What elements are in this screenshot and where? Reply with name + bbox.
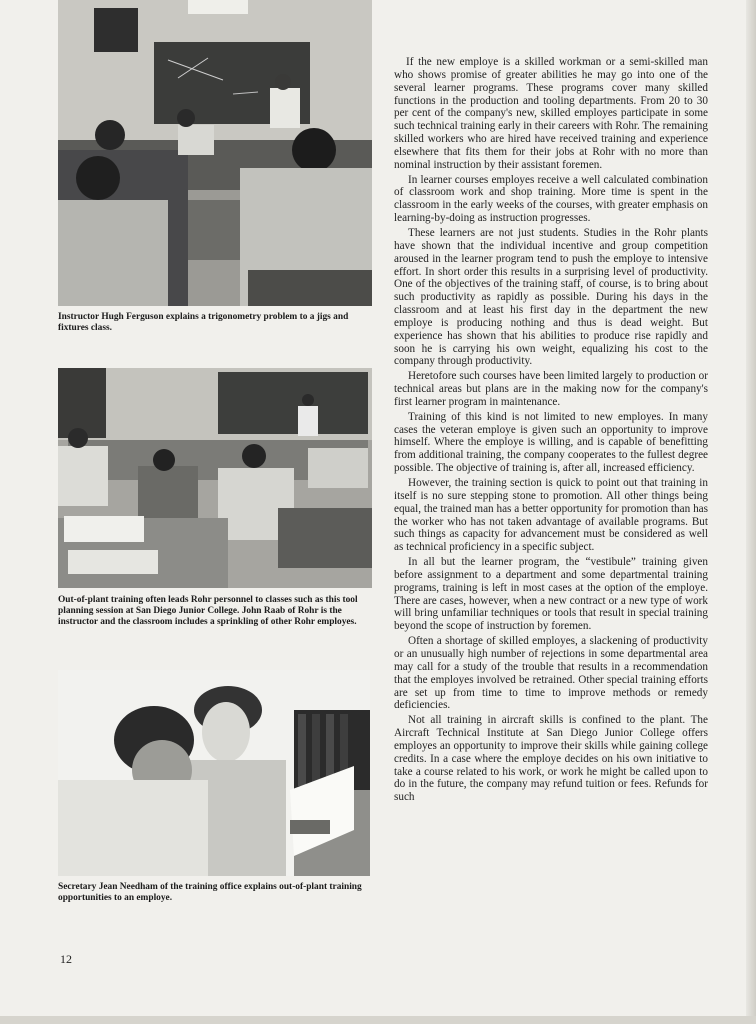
article-paragraph: Often a shortage of skilled employes, a slackening of productivity or an unusually high number of rejections in some departmental area may call for a study of the trouble that results in a recommendation that the employes involved be retrained. Other special training efforts are set up from time to time to improve methods or remedy deficiencies.	[394, 635, 708, 712]
page-number: 12	[60, 952, 72, 966]
photo-tool-planning-session	[58, 368, 372, 588]
article-paragraph: However, the training section is quick to point out that training in itself is no sure stepping stone to promotion. All other things being equal, the trained man has a better opportunity for promotion than has the worker who has not taken advantage of available programs. But such things as capacity for advancement must be considered as well as technical proficiency in a specific subject.	[394, 477, 708, 554]
article-paragraph: Not all training in aircraft skills is confined to the plant. The Aircraft Technical Institute at San Diego Junior College offers employes an opportunity to improve their skills while gaining college credits. In a case where the employe decides on his own initiative to take a course related to his work, or work he might be called upon to do in the future, the company may refund tuition or fees. Refunds for such	[394, 714, 708, 804]
article-paragraph: Heretofore such courses have been limited largely to production or technical areas but plans are in the making now for the company's first learner program in maintenance.	[394, 370, 708, 408]
photo-secretary-jean-needham	[58, 670, 370, 876]
article-paragraph: In learner courses employes receive a well calculated combination of classroom work and shop training. More time is spent in the classroom in the early weeks of the courses, with greater emphasis on learning-by-doing as instruction progresses.	[394, 173, 708, 225]
photo-trigonometry-class	[58, 0, 372, 306]
article-paragraph: In all but the learner program, the “vestibule” training given before assignment to a department and some departmental training programs, training is left in most cases at the option of the employe. There are cases, however, when a new contract or a new type of work will bring unfamiliar techniques or tools that result in special training beyond the scope of instruction by foremen.	[394, 556, 708, 633]
article-paragraph: These learners are not just students. Studies in the Rohr plants have shown that the individual incentive and group competition aroused in the learner program tend to push the employe to intensive effort. In short order this results in a surprising level of productivity. One of the objectives of the training staff, of course, is to bring about such productivity as rapidly as possible. During his days in the classroom and at least his first day in the department the new employe is producing nothing and thus is dead weight. But experience has shown that his abilities to produce rise rapidly and soon he is carrying his own weight, equalizing his cost to the company through productivity.	[394, 226, 708, 368]
page-edge-shadow	[746, 0, 756, 1024]
article-body	[394, 56, 708, 806]
article-paragraph: If the new employe is a skilled workman or a semi-skilled man who shows promise of greater abilities he may go into one of the several learner programs. These programs cover many skilled functions in the production and tooling departments. From 20 to 30 per cent of the company's new, skilled employes participate in some such technical training early in their careers with Rohr. The remaining skilled workers who are hired have received training and experience elsewhere that fits them for their jobs at Rohr with no more than nominal instruction by their assistant foremen.	[394, 56, 708, 171]
caption-photo-3: Secretary Jean Needham of the training office explains out-of-plant training opportunities to an employe.	[58, 882, 362, 904]
page-bottom-edge	[0, 1016, 756, 1024]
article-paragraph: Training of this kind is not limited to new employes. In many cases the veteran employe is given such an opportunity to improve himself. Where the employe is willing, and is capable of benefitting from additional training, the company cooperates to the fullest degree possible. The objective of training is, after all, increased efficiency.	[394, 410, 708, 475]
caption-photo-1: Instructor Hugh Ferguson explains a trigonometry problem to a jigs and fixtures class.	[58, 312, 349, 334]
caption-photo-2: Out-of-plant training often leads Rohr personnel to classes such as this tool planning session at San Diego Junior College. John Raab of Rohr is the instructor and the classroom includes a sprinkling of other Rohr employes.	[58, 595, 358, 628]
